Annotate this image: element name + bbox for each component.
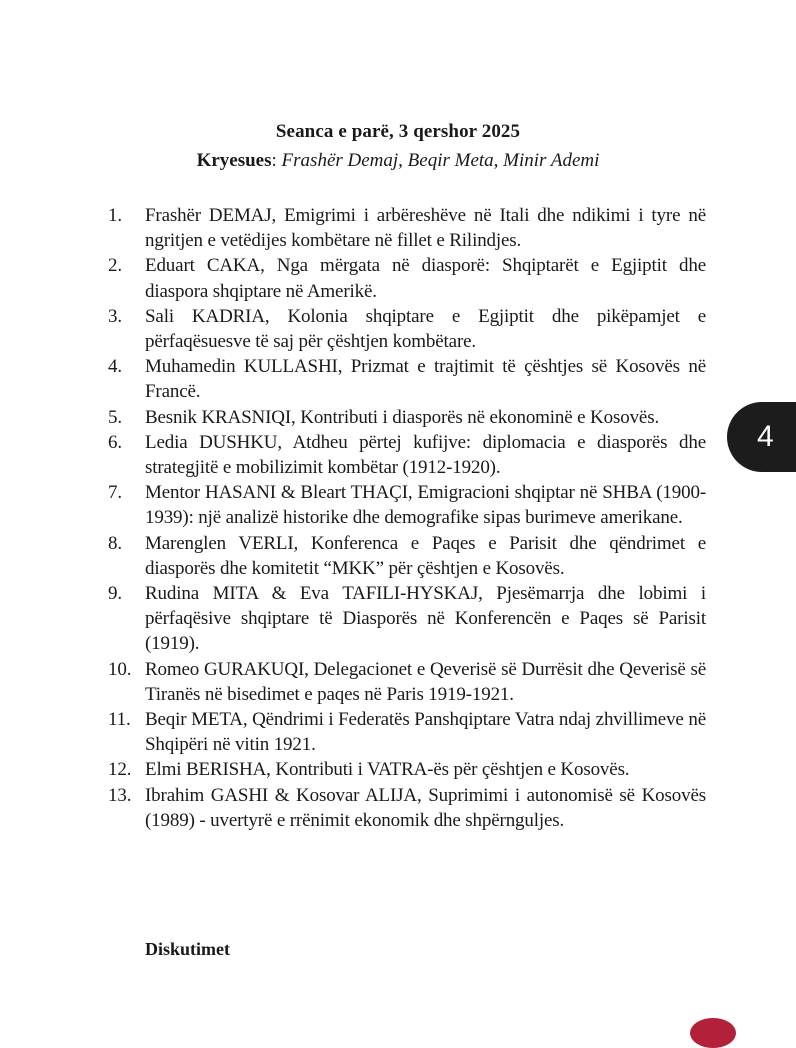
item-text: Ledia DUSHKU, Atdheu përtej kufijve: diplomacia e diasporës dhe strategjitë e mobilizimit kombëtar (1912-1920).	[145, 431, 706, 479]
list-item	[108, 581, 706, 657]
session-title: Seanca e parë, 3 qershor 2025	[275, 121, 521, 142]
chairs-label: Kryesues	[196, 150, 272, 171]
page-number: 4	[757, 420, 774, 453]
item-number: 8.	[108, 532, 122, 554]
item-number: 10.	[108, 658, 132, 680]
item-number: 6.	[108, 431, 122, 453]
item-text: Mentor HASANI & Bleart THAÇI, Emigracioni shqiptar në SHBA (1900-1939): një analizë historike dhe demografike sipas burimeve amerikane.	[145, 482, 706, 529]
chairs-names: Frashër Demaj, Beqir Meta, Minir Ademi	[281, 150, 600, 171]
item-text: Besnik KRASNIQI, Kontributi i diasporës në ekonominë e Kosovës.	[145, 406, 660, 428]
item-text: Ibrahim GASHI & Kosovar ALIJA, Suprimimi i autonomisë së Kosovës (1989) - uvertyrë e rrënimit ekonomik dhe shpërnguljes.	[145, 784, 706, 831]
list-item	[108, 480, 706, 530]
item-text: Beqir META, Qëndrimi i Federatës Panshqiptare Vatra ndaj zhvillimeve në Shqipëri në vitin 1921.	[145, 709, 706, 756]
list-item	[108, 304, 706, 354]
red-decorative-mark	[690, 1018, 736, 1048]
item-number: 4.	[108, 356, 122, 378]
list-item	[108, 707, 706, 757]
item-number: 7.	[108, 482, 122, 504]
item-text: Muhamedin KULLASHI, Prizmat e trajtimit të çështjes së Kosovës në Francë.	[145, 356, 706, 403]
list-item	[108, 783, 706, 833]
discussion-heading: Diskutimet	[145, 939, 230, 959]
list-item	[108, 405, 706, 430]
item-text: Marenglen VERLI, Konferenca e Paqes e Parisit dhe qëndrimet e diasporës dhe komitetit “MKK” për çështjen e Kosovës.	[145, 532, 706, 579]
list-item	[108, 657, 706, 707]
item-text: Rudina MITA & Eva TAFILI-HYSKAJ, Pjesëmarrja dhe lobimi i përfaqësive shqiptare të Diasporës në Konferencën e Paqes së Parisit (1919).	[145, 583, 706, 655]
paper-list	[108, 203, 706, 833]
item-number: 1.	[108, 205, 122, 226]
item-text: Sali KADRIA, Kolonia shqiptare e Egjiptit dhe pikëpamjet e përfaqësuesve të saj për çështjen kombëtare.	[145, 305, 706, 353]
item-number: 5.	[108, 406, 122, 428]
item-number: 11.	[108, 709, 131, 731]
item-number: 3.	[108, 305, 122, 327]
chairs-separator: :	[271, 150, 282, 171]
page-number-badge	[727, 402, 796, 472]
list-item	[108, 430, 706, 480]
list-item	[108, 253, 706, 303]
list-item	[108, 354, 706, 404]
item-number: 12.	[108, 759, 132, 781]
list-item	[108, 757, 706, 782]
item-text: Eduart CAKA, Nga mërgata në diasporë: Shqiptarët e Egjiptit dhe diaspora shqiptare në Amerikë.	[145, 255, 706, 302]
item-number: 2.	[108, 255, 122, 277]
list-item	[108, 531, 706, 581]
item-number: 13.	[108, 784, 132, 806]
item-text: Elmi BERISHA, Kontributi i VATRA-ës për çështjen e Kosovës.	[145, 759, 630, 781]
list-item	[108, 203, 706, 253]
session-chairs	[0, 147, 796, 175]
item-text: Romeo GURAKUQI, Delegacionet e Qeverisë së Durrësit dhe Qeverisë së Tiranës në bisedimet e paqes në Paris 1919-1921.	[145, 658, 706, 705]
item-text: Frashër DEMAJ, Emigrimi i arbëreshëve në Itali dhe ndikimi i tyre në ngritjen e vetëdijes kombëtare në fillet e Rilindjes.	[145, 205, 706, 252]
item-number: 9.	[108, 583, 122, 605]
